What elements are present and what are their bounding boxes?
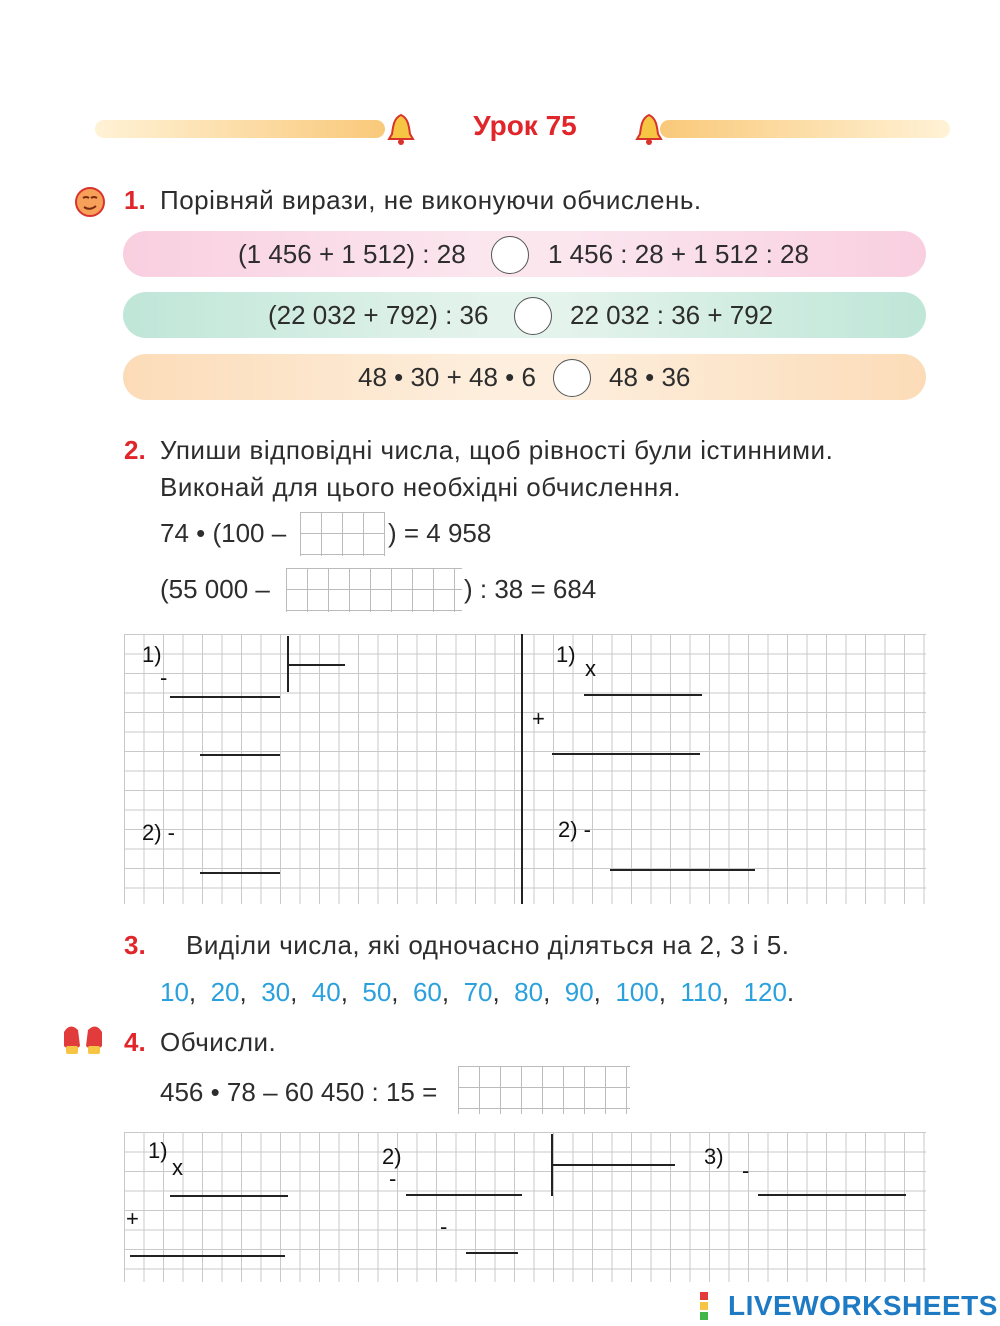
work-label-2: 2) - [142,820,175,845]
equation-1-right: ) = 4 958 [388,518,492,548]
thinking-face-icon [74,186,106,218]
equation-1-left: 74 • (100 – [160,518,287,548]
task4-work-grid[interactable] [124,1132,926,1282]
comparison-left-2: (22 032 + 792) : 36 [268,300,489,330]
number-option[interactable]: 60 [412,977,442,1007]
number-option[interactable]: 40 [311,977,341,1007]
bell-icon [387,112,415,146]
comparison-right-2: 22 032 : 36 + 792 [570,300,774,330]
work-label-2: 2) - [558,817,591,842]
work-line [584,694,702,696]
task4-expression: 456 • 78 – 60 450 : 15 = [160,1077,438,1107]
lesson-title: Урок 75 [473,110,577,141]
comparison-answer-3[interactable] [553,359,591,397]
task2-instruction-line2: Виконай для цього необхідні обчислення. [160,472,682,502]
task1-instruction: Порівняй вирази, не виконуючи обчислень. [160,185,702,215]
division-line [551,1164,675,1166]
number-option[interactable]: 50 [362,977,392,1007]
number-option[interactable]: 20 [210,977,240,1007]
task4-instruction: Обчисли. [160,1027,277,1057]
number-option[interactable]: 90 [564,977,594,1007]
work-line [200,872,280,874]
work-plus-sign: + [532,706,545,731]
bell-icon [635,112,663,146]
task2-work-grid[interactable] [124,634,926,904]
division-line [287,664,345,666]
comparison-right-1: 1 456 : 28 + 1 512 : 28 [548,239,809,269]
work-line [130,1255,285,1257]
work-label-1: 1) [556,642,576,667]
work-times-sign: x [172,1155,183,1180]
task2-number: 2. [124,435,146,465]
work-line [406,1194,522,1196]
work-times-sign: x [585,656,596,681]
number-option[interactable]: 30 [261,977,291,1007]
task2-instruction-line1: Упиши відповідні числа, щоб рівності були істинними. [160,435,834,465]
number-option[interactable]: 110 [680,977,722,1007]
header-bar-left [95,120,385,138]
work-label-1: 1) [142,642,162,667]
work-line [170,696,280,698]
number-option[interactable]: 80 [514,977,544,1007]
number-option[interactable]: 70 [463,977,493,1007]
work-plus-sign: + [126,1206,139,1231]
equation-2-right: ) : 38 = 684 [464,574,597,604]
work-divider [521,634,523,904]
liveworksheets-logo-icon [700,1292,726,1320]
work-minus-sign: - [389,1166,397,1191]
comparison-answer-2[interactable] [514,297,552,335]
mittens-icon [58,1020,108,1058]
task4-number: 4. [124,1027,146,1057]
work-line [170,1195,288,1197]
task3-number-list: 10, 20, 30, 40, 50, 60, 70, 80, 90, 100, 110, 120. [160,977,795,1007]
equation-2-left: (55 000 – [160,574,270,604]
task3-instruction: Виділи числа, які одночасно діляться на 2, 3 і 5. [186,930,790,960]
equation-1-answer-input[interactable] [300,512,385,556]
task3-number: 3. [124,930,146,960]
work-label-2: 2) [382,1144,402,1169]
work-label-1: 1) [148,1138,168,1163]
work-line [466,1252,518,1254]
comparison-left-1: (1 456 + 1 512) : 28 [238,239,466,269]
work-line [200,754,280,756]
work-minus-sign: - [742,1158,750,1183]
work-line [610,869,755,871]
comparison-answer-1[interactable] [491,236,529,274]
header-bar-right [660,120,950,138]
watermark: LIVEWORKSHEETS [728,1290,998,1321]
work-line [758,1194,906,1196]
work-label-3: 3) [704,1144,724,1169]
task1-number: 1. [124,185,146,215]
comparison-right-3: 48 • 36 [609,362,691,392]
equation-2-answer-input[interactable] [286,568,462,612]
task4-answer-input[interactable] [458,1066,630,1114]
number-option[interactable]: 120 [743,977,787,1007]
number-option[interactable]: 100 [615,977,659,1007]
work-minus-sign: - [440,1214,448,1239]
number-option[interactable]: 10 [160,977,189,1007]
work-minus-sign: - [160,665,168,690]
comparison-left-3: 48 • 30 + 48 • 6 [358,362,536,392]
work-line [552,753,700,755]
